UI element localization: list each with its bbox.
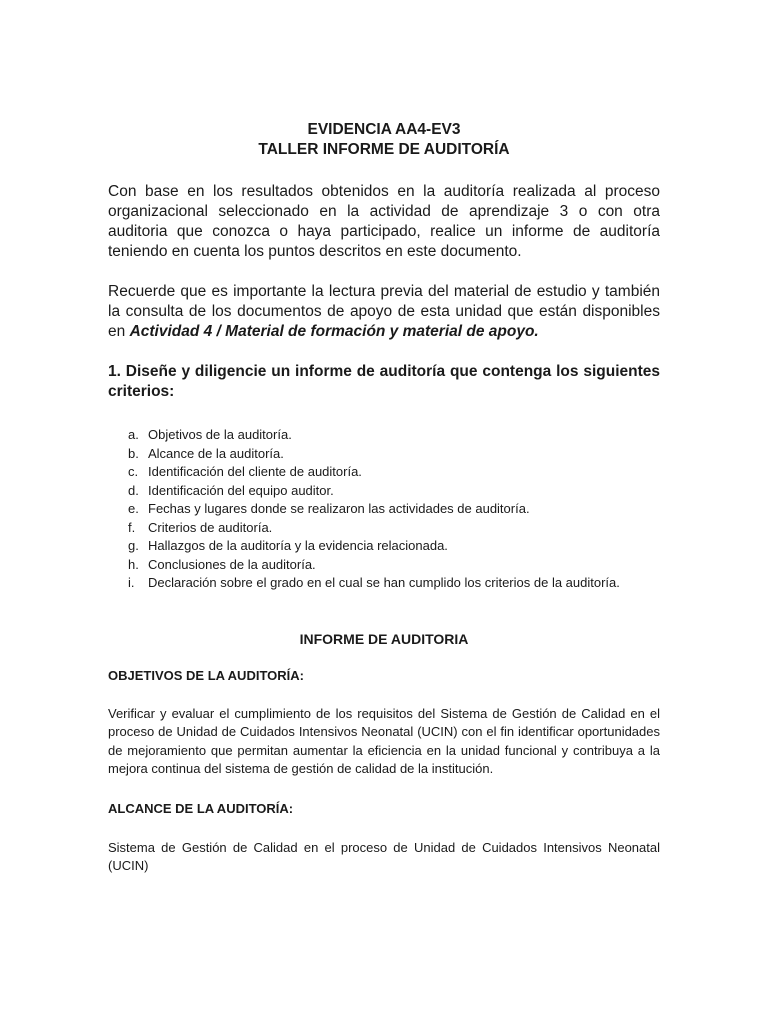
list-marker: a. [128, 427, 139, 442]
list-marker: f. [128, 519, 136, 535]
scope-text: Sistema de Gestión de Calidad en el proceso de Unidad de Cuidados Intensivos Neonatal (UCIN) [108, 839, 660, 873]
list-item [108, 445, 660, 464]
list-item [108, 500, 660, 519]
list-item-text: Alcance de la auditoría. [148, 445, 284, 461]
list-item [108, 426, 660, 445]
list-item [108, 556, 660, 575]
page-content [108, 120, 660, 876]
list-marker: c. [128, 464, 139, 479]
list-item-text: Objetivos de la auditoría. [148, 427, 292, 442]
intro-paragraph-2 [108, 282, 660, 342]
list-item [108, 482, 660, 501]
report-heading: INFORME DE AUDITORIA [299, 630, 469, 647]
list-item-text: Criterios de auditoría. [148, 519, 273, 535]
question-1: 1. Diseñe y diligencie un informe de auditoría que contenga los siguientes criterios: [108, 363, 660, 400]
list-item [108, 519, 660, 538]
list-item-text: Fechas y lugares donde se realizaron las actividades de auditoría. [148, 501, 530, 516]
list-marker: i. [128, 575, 135, 590]
list-item [108, 463, 660, 482]
scope-heading: ALCANCE DE LA AUDITORÍA: [108, 800, 294, 816]
objectives-heading: OBJETIVOS DE LA AUDITORÍA: [108, 667, 304, 683]
intro-paragraph-2-text: Recuerde que es importante la lectura previa del material de estudio y también la consulta de los documentos de apoyo de esta unidad que están disponibles en [108, 283, 660, 340]
list-item [108, 537, 660, 556]
criteria-list [108, 426, 660, 593]
list-item-text: Hallazgos de la auditoría y la evidencia relacionada. [148, 538, 448, 553]
list-item [108, 574, 660, 593]
list-marker: h. [128, 556, 139, 572]
list-marker: g. [128, 538, 139, 553]
document-title-line1: EVIDENCIA AA4-EV3 [307, 121, 461, 138]
document-title-line2: TALLER INFORME DE AUDITORÍA [258, 141, 510, 158]
list-item-text: Conclusiones de la auditoría. [148, 556, 316, 572]
list-item-text: Declaración sobre el grado en el cual se han cumplido los criterios de la auditoría. [148, 575, 620, 590]
intro-paragraph-2-emphasis: Actividad 4 / Material de formación y material de apoyo. [129, 323, 539, 340]
list-item-text: Identificación del cliente de auditoría. [148, 464, 362, 479]
list-item-text: Identificación del equipo auditor. [148, 482, 334, 498]
list-marker: b. [128, 445, 139, 461]
intro-paragraph-1: Con base en los resultados obtenidos en la auditoría realizada al proceso organizacional seleccionado en la actividad de aprendizaje 3 o con otra auditoria que conozca o haya participado, realice un informe de auditoría teniendo en cuenta los puntos descritos en este documento. [108, 183, 660, 260]
objectives-text: Verificar y evaluar el cumplimiento de los requisitos del Sistema de Gestión de Calidad en el proceso de Unidad de Cuidados Intensivos Neonatal (UCIN) con el fin identificar oportunidades de mejoramiento que permitan aumentar la eficiencia en la unidad funcional y contribuya a la mejora continua del sistema de gestión de calidad de la institución. [108, 705, 660, 776]
list-marker: e. [128, 501, 139, 516]
list-marker: d. [128, 482, 139, 498]
